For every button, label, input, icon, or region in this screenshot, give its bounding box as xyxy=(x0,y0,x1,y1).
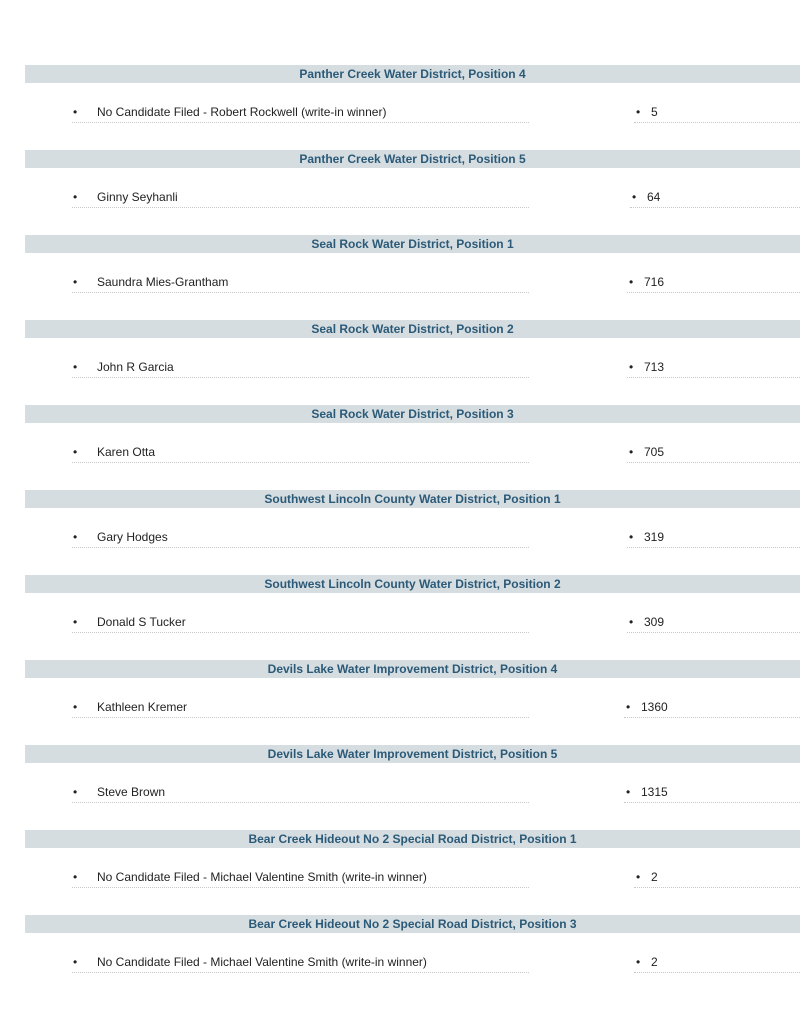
candidate-name: Saundra Mies-Grantham xyxy=(97,275,229,289)
candidate-row xyxy=(0,102,800,124)
race-section xyxy=(0,320,800,405)
race-section xyxy=(0,405,800,490)
candidate-name-cell xyxy=(72,867,529,888)
race-section xyxy=(0,235,800,320)
bullet-icon: • xyxy=(73,870,78,884)
bullet-icon: • xyxy=(629,275,634,289)
vote-count-cell xyxy=(624,782,800,803)
bullet-icon: • xyxy=(73,955,78,969)
candidate-row xyxy=(0,697,800,719)
vote-count-cell xyxy=(634,867,800,888)
bullet-icon: • xyxy=(629,530,634,544)
candidate-name-cell xyxy=(72,102,529,123)
race-title: Bear Creek Hideout No 2 Special Road District, Position 3 xyxy=(25,915,800,933)
bullet-icon: • xyxy=(629,445,634,459)
race-title: Devils Lake Water Improvement District, Position 4 xyxy=(25,660,800,678)
candidate-row xyxy=(0,952,800,974)
race-section xyxy=(0,65,800,150)
race-title: Seal Rock Water District, Position 1 xyxy=(25,235,800,253)
bullet-icon: • xyxy=(73,190,78,204)
candidate-name: Karen Otta xyxy=(97,445,156,459)
vote-count-cell xyxy=(624,697,800,718)
candidate-name: Gary Hodges xyxy=(97,530,168,544)
race-title: Bear Creek Hideout No 2 Special Road District, Position 1 xyxy=(25,830,800,848)
candidate-row xyxy=(0,187,800,209)
vote-count: 319 xyxy=(644,530,665,544)
race-title: Panther Creek Water District, Position 5 xyxy=(25,150,800,168)
vote-count-cell xyxy=(627,527,800,548)
candidate-name: Kathleen Kremer xyxy=(97,700,188,714)
race-section xyxy=(0,575,800,660)
candidate-name: No Candidate Filed - Michael Valentine Smith (write-in winner) xyxy=(97,870,427,884)
bullet-icon: • xyxy=(73,785,78,799)
race-section xyxy=(0,915,800,1000)
bullet-icon: • xyxy=(73,445,78,459)
candidate-row xyxy=(0,272,800,294)
vote-count-cell xyxy=(627,272,800,293)
candidate-name-cell xyxy=(72,952,529,973)
candidate-name-cell xyxy=(72,187,529,208)
bullet-icon: • xyxy=(636,105,641,119)
race-title: Devils Lake Water Improvement District, Position 5 xyxy=(25,745,800,763)
candidate-name: John R Garcia xyxy=(97,360,174,374)
race-title: Southwest Lincoln County Water District, Position 2 xyxy=(25,575,800,593)
vote-count: 1360 xyxy=(641,700,668,714)
vote-count: 705 xyxy=(644,445,665,459)
candidate-name: No Candidate Filed - Robert Rockwell (write-in winner) xyxy=(97,105,387,119)
candidate-row xyxy=(0,782,800,804)
race-section xyxy=(0,660,800,745)
bullet-icon: • xyxy=(636,870,641,884)
bullet-icon: • xyxy=(73,105,78,119)
vote-count: 5 xyxy=(651,105,658,119)
candidate-name: Ginny Seyhanli xyxy=(97,190,178,204)
vote-count-cell xyxy=(627,442,800,463)
vote-count: 309 xyxy=(644,615,665,629)
candidate-name-cell xyxy=(72,527,529,548)
vote-count-cell xyxy=(630,187,800,208)
candidate-name-cell xyxy=(72,697,529,718)
race-title: Southwest Lincoln County Water District, Position 1 xyxy=(25,490,800,508)
race-section xyxy=(0,745,800,830)
bullet-icon: • xyxy=(632,190,637,204)
bullet-icon: • xyxy=(629,615,634,629)
race-title: Panther Creek Water District, Position 4 xyxy=(25,65,800,83)
vote-count: 2 xyxy=(651,870,658,884)
vote-count: 64 xyxy=(647,190,661,204)
race-title: Seal Rock Water District, Position 2 xyxy=(25,320,800,338)
candidate-name-cell xyxy=(72,272,529,293)
bullet-icon: • xyxy=(73,700,78,714)
bullet-icon: • xyxy=(73,360,78,374)
bullet-icon: • xyxy=(629,360,634,374)
vote-count: 713 xyxy=(644,360,665,374)
candidate-name-cell xyxy=(72,357,529,378)
race-title: Seal Rock Water District, Position 3 xyxy=(25,405,800,423)
vote-count-cell xyxy=(627,357,800,378)
candidate-name: Donald S Tucker xyxy=(97,615,186,629)
race-section xyxy=(0,830,800,915)
vote-count: 716 xyxy=(644,275,665,289)
candidate-name-cell xyxy=(72,612,529,633)
race-section xyxy=(0,150,800,235)
candidate-name: No Candidate Filed - Michael Valentine Smith (write-in winner) xyxy=(97,955,427,969)
vote-count: 1315 xyxy=(641,785,668,799)
vote-count-cell xyxy=(627,612,800,633)
race-section xyxy=(0,490,800,575)
candidate-row xyxy=(0,357,800,379)
candidate-row xyxy=(0,527,800,549)
candidate-name-cell xyxy=(72,442,529,463)
candidate-name: Steve Brown xyxy=(97,785,166,799)
bullet-icon: • xyxy=(73,530,78,544)
bullet-icon: • xyxy=(73,615,78,629)
vote-count: 2 xyxy=(651,955,658,969)
candidate-row xyxy=(0,442,800,464)
election-results-list xyxy=(0,65,800,1000)
vote-count-cell xyxy=(634,102,800,123)
candidate-name-cell xyxy=(72,782,529,803)
vote-count-cell xyxy=(634,952,800,973)
bullet-icon: • xyxy=(626,700,631,714)
bullet-icon: • xyxy=(636,955,641,969)
candidate-row xyxy=(0,867,800,889)
candidate-row xyxy=(0,612,800,634)
bullet-icon: • xyxy=(626,785,631,799)
bullet-icon: • xyxy=(73,275,78,289)
